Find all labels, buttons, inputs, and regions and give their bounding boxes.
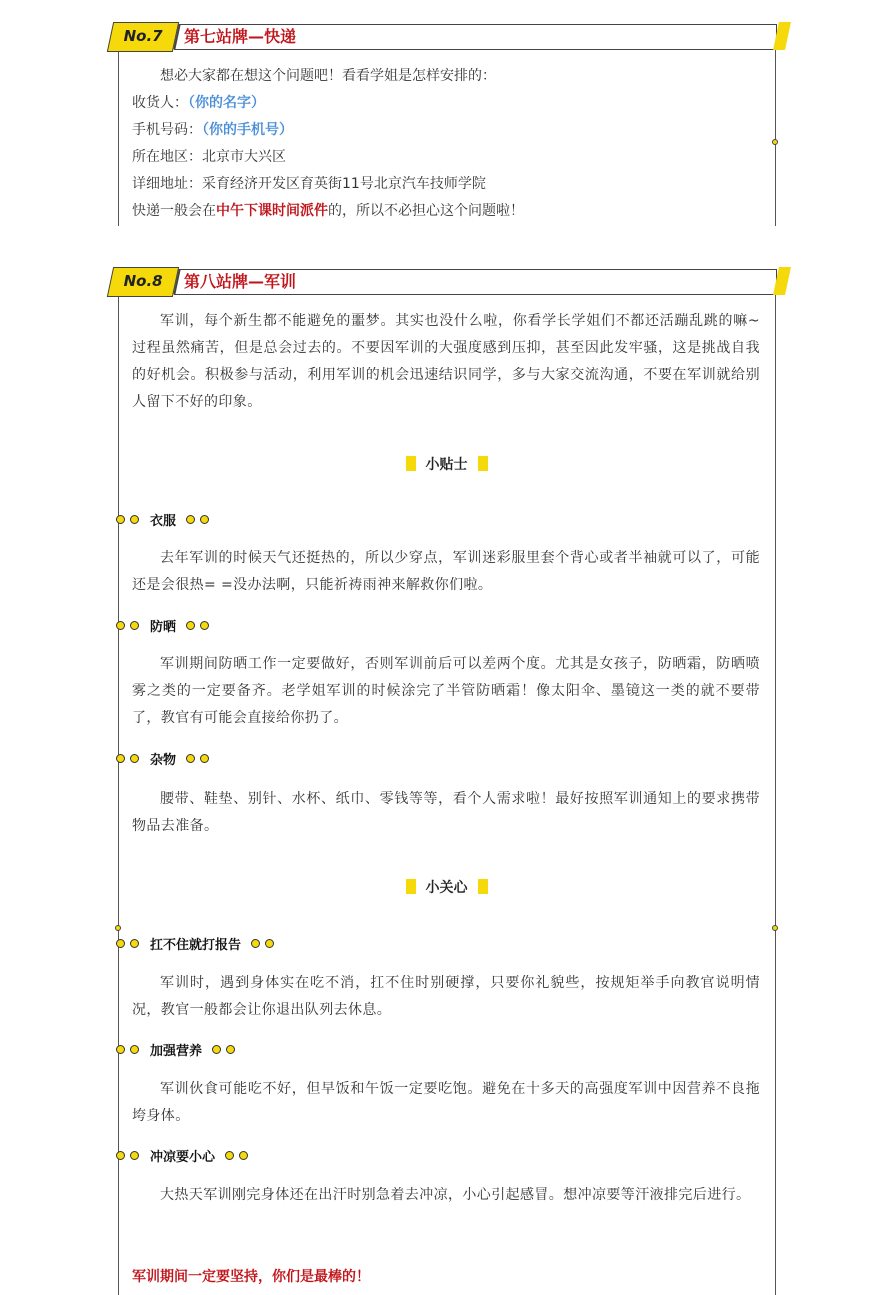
section-number-badge	[107, 22, 179, 52]
circle-icon	[186, 621, 195, 630]
circle-icon	[239, 1151, 248, 1160]
tip-label-sunscreen	[116, 619, 214, 637]
circle-icon	[186, 754, 195, 763]
care-label-text: 冲凉要小心	[150, 1150, 216, 1165]
frame-right-line	[775, 295, 776, 1295]
circle-icon	[116, 1151, 125, 1160]
tip-label-text: 防晒	[150, 620, 177, 635]
circle-icon	[130, 515, 139, 524]
circle-icon	[130, 939, 139, 948]
tip-label-misc	[116, 752, 214, 770]
circle-icon	[116, 939, 125, 948]
tip-text-sunscreen: 军训期间防晒工作一定要做好，否则军训前后可以差两个度。尤其是女孩子，防晒霜，防晒喷雾之类的一定要备齐。老学姐军训的时候涂完了半管防晒霜！像太阳伞、墨镜这一类的就不要带了，教官有可能会直接给你扔了。	[132, 656, 760, 726]
square-marker	[478, 456, 488, 471]
frame-dot	[115, 925, 121, 931]
s7-region: 所在地区：北京市大兴区	[132, 149, 286, 165]
care-text-report: 军训时，遇到身体实在吃不消，扛不住时别硬撑，只要你礼貌些，按规矩举手向教官说明情况，教官一般都会让你退出队列去休息。	[132, 975, 760, 1018]
tip-text-misc: 腰带、鞋垫、别针、水杯、纸巾、零钱等等，看个人需求啦！最好按照军训通知上的要求携带物品去准备。	[132, 791, 760, 834]
frame-dot	[772, 925, 778, 931]
circle-icon	[116, 754, 125, 763]
care-text-nutrition: 军训伙食可能吃不好，但早饭和午饭一定要吃饱。避免在十多天的高强度军训中因营养不良拖垮身体。	[132, 1081, 760, 1124]
delivery-pre: 快递一般会在	[132, 203, 216, 219]
closing-line: 军训期间一定要坚持，你们是最棒的！	[132, 1269, 370, 1285]
s7-recipient	[132, 93, 265, 113]
phone-value: （你的手机号）	[202, 122, 293, 138]
section-number: No.8	[123, 272, 163, 290]
circle-icon	[130, 754, 139, 763]
s7-delivery	[132, 201, 524, 221]
care-heading-text: 小关心	[425, 880, 468, 896]
section-8-banner	[110, 267, 786, 297]
circle-icon	[200, 515, 209, 524]
section-title: 第八站牌—军训	[184, 272, 297, 291]
frame-dot	[772, 139, 778, 145]
section-number-badge	[107, 267, 179, 297]
section-7-banner	[110, 22, 786, 52]
circle-icon	[116, 621, 125, 630]
care-text-shower: 大热天军训刚完身体还在出汗时别急着去冲凉，小心引起感冒。想冲凉要等汗液排完后进行。	[160, 1187, 751, 1203]
circle-icon	[130, 1045, 139, 1054]
tips-heading-text: 小贴士	[425, 457, 468, 473]
s7-phone	[132, 120, 293, 140]
frame-left-line	[118, 295, 119, 1295]
s8-intro: 军训，每个新生都不能避免的噩梦。其实也没什么啦，你看学长学姐们不都还活蹦乱跳的嘛~过程虽然痛苦，但是总会过去的。不要因军训的大强度感到压抑，甚至因此发牢骚，这是挑战自我的好机会。积极参与活动，利用军训的机会迅速结识同学，多与大家交流沟通，不要在军训就给别人留下不好的印象。	[132, 313, 760, 410]
care-label-shower	[116, 1149, 253, 1167]
circle-icon	[116, 1045, 125, 1054]
care-label-text: 加强营养	[150, 1044, 203, 1059]
square-marker	[478, 879, 488, 894]
section-8	[0, 267, 893, 1293]
care-label-nutrition	[116, 1043, 240, 1061]
circle-icon	[130, 1151, 139, 1160]
s7-intro: 想必大家都在想这个问题吧！看看学姐是怎样安排的：	[160, 68, 496, 84]
delivery-highlight: 中午下课时间派件	[216, 203, 328, 219]
tip-label-clothes	[116, 513, 214, 531]
circle-icon	[212, 1045, 221, 1054]
care-label-text: 扛不住就打报告	[150, 938, 242, 953]
circle-icon	[186, 515, 195, 524]
care-heading	[0, 878, 893, 898]
circle-icon	[251, 939, 260, 948]
care-label-report	[116, 937, 279, 955]
recipient-label: 收货人：	[132, 95, 188, 111]
square-marker	[406, 879, 416, 894]
section-title: 第七站牌—快递	[184, 27, 297, 46]
circle-icon	[130, 621, 139, 630]
tip-label-text: 衣服	[150, 514, 177, 529]
delivery-post: 的，所以不必担心这个问题啦！	[328, 203, 524, 219]
phone-label: 手机号码：	[132, 122, 202, 138]
frame-right-line	[775, 50, 776, 226]
circle-icon	[200, 621, 209, 630]
circle-icon	[226, 1045, 235, 1054]
circle-icon	[225, 1151, 234, 1160]
square-marker	[406, 456, 416, 471]
section-number: No.7	[123, 27, 163, 45]
circle-icon	[116, 515, 125, 524]
frame-left-line	[118, 50, 119, 226]
circle-icon	[265, 939, 274, 948]
s7-address: 详细地址：采育经济开发区育英街11号北京汽车技师学院	[132, 176, 486, 192]
tips-heading	[0, 455, 893, 475]
recipient-value: （你的名字）	[188, 95, 265, 111]
circle-icon	[200, 754, 209, 763]
tip-text-clothes: 去年军训的时候天气还挺热的，所以少穿点，军训迷彩服里套个背心或者半袖就可以了，可能还是会很热= =没办法啊，只能祈祷雨神来解救你们啦。	[132, 550, 760, 593]
tip-label-text: 杂物	[150, 753, 177, 768]
